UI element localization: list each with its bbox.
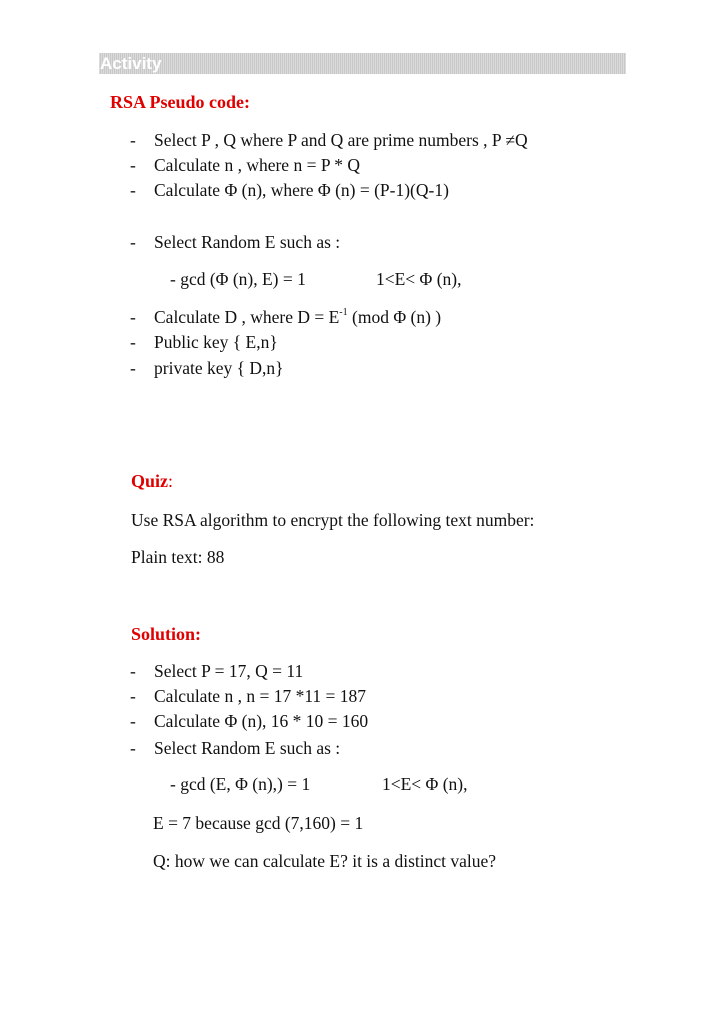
quiz-colon: :	[168, 471, 174, 491]
bullet-dash: -	[130, 738, 136, 758]
public-key-text: Public key { E,n}	[154, 332, 278, 352]
quiz-question: Use RSA algorithm to encrypt the following text number:	[131, 510, 535, 530]
activity-banner	[99, 53, 626, 74]
solution-e-choice: E = 7 because gcd (7,160) = 1	[153, 813, 364, 833]
pseudo-step-calc-d	[130, 306, 441, 328]
pseudo-step-private-key	[130, 357, 284, 379]
solution-step	[130, 710, 368, 732]
solution-range-line: 1<E< Φ (n),	[382, 774, 468, 794]
quiz-heading-text: Quiz	[131, 471, 169, 491]
quiz-plain-text: Plain text: 88	[131, 547, 225, 567]
calc-d-text: Calculate D , where D = E	[154, 307, 340, 327]
bullet-dash: -	[130, 130, 136, 150]
pseudo-code-heading: RSA Pseudo code:	[110, 92, 251, 112]
bullet-dash: -	[130, 661, 136, 681]
private-key-text: private key { D,n}	[154, 358, 284, 378]
bullet-dash: -	[130, 686, 136, 706]
pseudo-step-public-key	[130, 331, 278, 353]
bullet-dash: -	[130, 180, 136, 200]
pseudo-gcd-line: - gcd (Φ (n), E) = 1	[170, 269, 306, 289]
pseudo-range-line: 1<E< Φ (n),	[376, 269, 462, 289]
pseudo-step	[130, 129, 528, 151]
bullet-dash: -	[130, 332, 136, 352]
solution-step-text: Select P = 17, Q = 11	[154, 661, 304, 681]
pseudo-step-text: Select Random E such as :	[154, 232, 341, 252]
solution-step	[130, 685, 366, 707]
pseudo-step-text: Calculate Φ (n), where Φ (n) = (P-1)(Q-1)	[154, 180, 449, 200]
bullet-dash: -	[130, 711, 136, 731]
bullet-dash: -	[130, 155, 136, 175]
bullet-dash: -	[130, 232, 136, 252]
bullet-dash: -	[130, 307, 136, 327]
bullet-dash: -	[130, 358, 136, 378]
solution-gcd-line: - gcd (E, Φ (n),) = 1	[170, 774, 311, 794]
solution-step	[130, 737, 340, 759]
solution-heading: Solution:	[131, 624, 202, 644]
pseudo-step-text: Select P , Q where P and Q are prime numbers , P ≠Q	[154, 130, 528, 150]
quiz-heading	[131, 470, 173, 492]
solution-step	[130, 660, 303, 682]
pseudo-step	[130, 179, 449, 201]
calc-d-mod: (mod Φ (n) )	[347, 307, 442, 327]
solution-step-text: Select Random E such as :	[154, 738, 341, 758]
pseudo-step	[130, 231, 340, 253]
solution-question: Q: how we can calculate E? it is a distinct value?	[153, 851, 497, 871]
activity-title: Activity	[100, 54, 162, 73]
solution-step-text: Calculate Φ (n), 16 * 10 = 160	[154, 711, 369, 731]
pseudo-step-text: Calculate n , where n = P * Q	[154, 155, 361, 175]
solution-step-text: Calculate n , n = 17 *11 = 187	[154, 686, 367, 706]
inverse-exponent: -1	[339, 307, 348, 319]
pseudo-step	[130, 154, 360, 176]
